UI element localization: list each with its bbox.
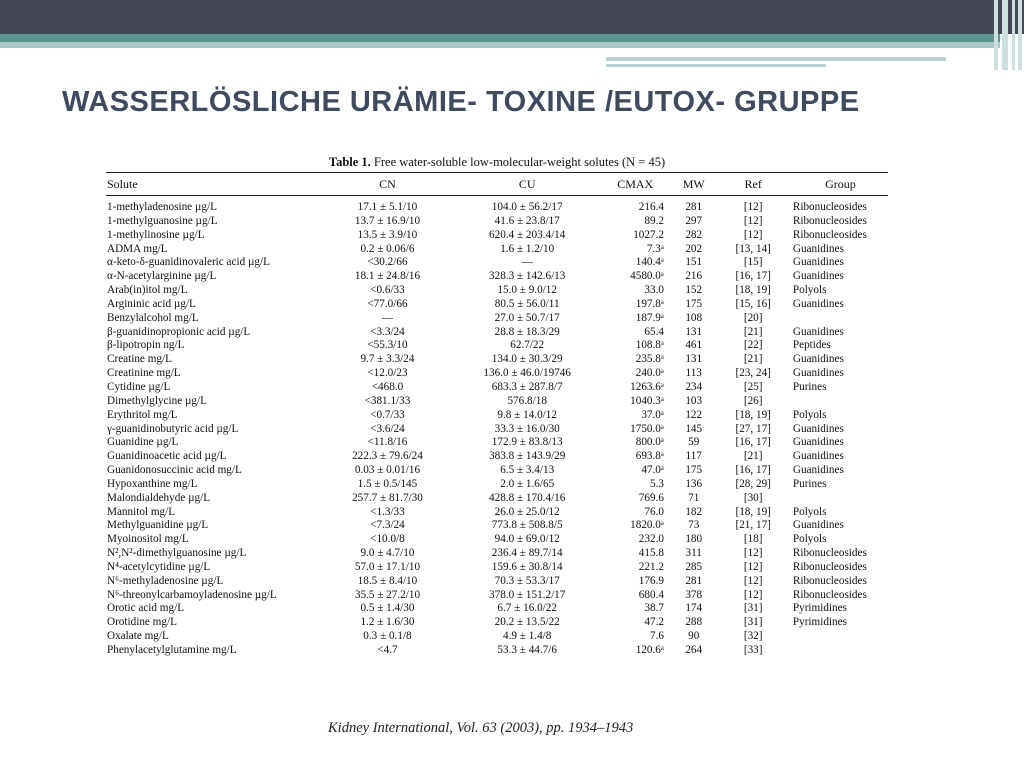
cell-solute: α-keto-δ-guanidinovaleric acid µg/L bbox=[107, 256, 270, 269]
cell-group bbox=[787, 630, 888, 644]
cell-group: Purines bbox=[792, 380, 827, 393]
cell-mw: 285 bbox=[685, 560, 703, 573]
cell-cu: 9.8 ± 14.0/12 bbox=[497, 408, 557, 421]
cell-group: Ribonucleosides bbox=[792, 588, 867, 601]
table-row bbox=[106, 339, 888, 353]
cell-cu: 2.0 ± 1.6/65 bbox=[500, 477, 555, 490]
cell-cn: 17.1 ± 5.1/10 bbox=[357, 201, 418, 213]
cell-cmax: 235.8ᵃ bbox=[635, 353, 664, 366]
cell-cmax: 1027.2 bbox=[633, 228, 664, 241]
cell-cn: 13.7 ± 16.9/10 bbox=[354, 214, 421, 227]
header-ref: Ref bbox=[744, 177, 762, 191]
cell-mw: 131 bbox=[685, 325, 703, 338]
cell-cmax: 37.0ᵃ bbox=[641, 408, 664, 421]
table-row bbox=[106, 547, 888, 561]
cell-cmax: 7.3ᵃ bbox=[646, 242, 664, 255]
cell-mw: 175 bbox=[685, 297, 703, 310]
cell-cu: 136.0 ± 46.0/19746 bbox=[483, 367, 571, 380]
cell-solute: α-N-acetylarginine µg/L bbox=[107, 270, 217, 283]
cell-mw: 461 bbox=[685, 339, 703, 352]
cell-cmax: 120.6ᵃ bbox=[635, 644, 664, 656]
cell-solute: Erythritol mg/L bbox=[107, 408, 178, 421]
accent-stripe-light bbox=[0, 42, 1000, 48]
cell-ref: [18, 19] bbox=[735, 505, 771, 518]
cell-ref: [21] bbox=[743, 353, 763, 366]
cell-cu: 236.4 ± 89.7/14 bbox=[491, 547, 563, 560]
cell-cmax: 33.0 bbox=[644, 284, 664, 297]
header-mw: MW bbox=[682, 177, 705, 191]
cell-ref: [21, 17] bbox=[735, 519, 771, 532]
cell-ref: [26] bbox=[743, 394, 763, 407]
table-row bbox=[106, 519, 888, 533]
cell-solute: Orotidine mg/L bbox=[107, 616, 177, 629]
cell-ref: [16, 17] bbox=[735, 436, 771, 449]
cell-solute: Arab(in)itol mg/L bbox=[107, 284, 188, 297]
cell-cmax: 1040.3ᵃ bbox=[630, 394, 664, 407]
cell-ref: [23, 24] bbox=[735, 367, 771, 380]
cell-cn: — bbox=[381, 311, 394, 324]
cell-solute: Mannitol mg/L bbox=[107, 505, 176, 518]
cell-ref: [15, 16] bbox=[735, 297, 771, 310]
cell-mw: 297 bbox=[685, 214, 703, 227]
cell-solute: Oxalate mg/L bbox=[107, 630, 169, 643]
cell-cmax: 89.2 bbox=[644, 214, 664, 227]
cell-cu: 70.3 ± 53.3/17 bbox=[494, 574, 560, 587]
table-row bbox=[106, 367, 888, 381]
cell-solute: Orotic acid mg/L bbox=[107, 602, 185, 615]
cell-cu: 4.9 ± 1.4/8 bbox=[502, 630, 552, 643]
cell-group: Guanidines bbox=[792, 367, 844, 380]
cell-ref: [12] bbox=[743, 201, 763, 213]
cell-mw: 282 bbox=[685, 228, 703, 241]
cell-mw: 145 bbox=[685, 422, 703, 435]
cell-cn: 18.1 ± 24.8/16 bbox=[354, 270, 421, 283]
cell-cmax: 5.3 bbox=[649, 477, 664, 490]
cell-solute: 1-methylguanosine µg/L bbox=[107, 214, 218, 227]
cell-group: Guanidines bbox=[792, 519, 844, 532]
caption-label: Table 1. bbox=[328, 155, 371, 169]
cell-group: Polyols bbox=[792, 284, 827, 297]
table-row bbox=[106, 478, 888, 492]
cell-solute: Creatine mg/L bbox=[107, 353, 172, 366]
cell-cn: 0.3 ± 0.1/8 bbox=[363, 630, 412, 643]
cell-mw: 113 bbox=[685, 367, 702, 380]
cell-mw: 151 bbox=[685, 256, 703, 269]
table-row bbox=[106, 533, 888, 547]
table-row bbox=[106, 284, 888, 298]
cell-cu: 104.0 ± 56.2/17 bbox=[491, 201, 563, 213]
cell-ref: [12] bbox=[743, 214, 763, 227]
cell-group: Guanidines bbox=[792, 270, 844, 283]
cell-mw: 71 bbox=[688, 491, 700, 504]
cell-cmax: 680.4 bbox=[638, 588, 664, 601]
cell-ref: [32] bbox=[743, 630, 763, 643]
cell-solute: γ-guanidinobutyric acid µg/L bbox=[107, 422, 239, 435]
cell-cn: <0.6/33 bbox=[370, 284, 405, 297]
cell-cu: 41.6 ± 23.8/17 bbox=[494, 214, 560, 227]
table-header bbox=[106, 173, 888, 195]
cell-ref: [21] bbox=[743, 325, 763, 338]
cell-mw: 311 bbox=[685, 547, 702, 560]
cell-ref: [13, 14] bbox=[735, 242, 771, 255]
table-row bbox=[106, 409, 888, 423]
cell-mw: 281 bbox=[685, 574, 703, 587]
cell-cn: <11.8/16 bbox=[367, 436, 408, 449]
cell-ref: [16, 17] bbox=[735, 270, 771, 283]
cell-mw: 73 bbox=[688, 519, 700, 532]
cell-group: Polyols bbox=[792, 408, 827, 421]
cell-cu: 328.3 ± 142.6/13 bbox=[489, 270, 566, 283]
cell-solute: N⁴-acetylcytidine µg/L bbox=[107, 560, 211, 573]
table-row bbox=[106, 326, 888, 340]
decor-vstripe bbox=[1018, 0, 1022, 70]
cell-solute: N²,N²-dimethylguanosine µg/L bbox=[107, 547, 247, 560]
table-row bbox=[106, 561, 888, 575]
cell-cu: 6.7 ± 16.0/22 bbox=[497, 602, 557, 615]
table-row bbox=[106, 229, 888, 243]
cell-ref: [12] bbox=[743, 228, 763, 241]
table-rule-header bbox=[106, 195, 888, 196]
table-row bbox=[106, 616, 888, 630]
cell-cn: <468.0 bbox=[371, 380, 404, 393]
cell-cu: 1.6 ± 1.2/10 bbox=[500, 242, 555, 255]
cell-solute: Creatinine mg/L bbox=[107, 367, 181, 380]
cell-mw: 108 bbox=[685, 311, 703, 324]
cell-cu: 428.8 ± 170.4/16 bbox=[489, 491, 566, 504]
accent-stripe bbox=[0, 34, 1000, 42]
cell-cu: 378.0 ± 151.2/17 bbox=[489, 588, 566, 601]
cell-cu: 94.0 ± 69.0/12 bbox=[494, 533, 560, 546]
cell-cu: 33.3 ± 16.0/30 bbox=[494, 422, 560, 435]
cell-cn: <77.0/66 bbox=[367, 297, 408, 310]
cell-ref: [21] bbox=[743, 450, 763, 463]
cell-ref: [12] bbox=[743, 574, 763, 587]
cell-group: Guanidines bbox=[792, 436, 844, 449]
cell-solute: β-guanidinopropionic acid µg/L bbox=[107, 325, 251, 338]
cell-mw: 264 bbox=[685, 644, 703, 656]
cell-mw: 281 bbox=[685, 201, 703, 213]
cell-mw: 122 bbox=[685, 408, 703, 421]
cell-group: Purines bbox=[792, 477, 827, 490]
cell-cmax: 47.0ᵃ bbox=[641, 464, 664, 477]
decor-line bbox=[606, 57, 946, 61]
cell-mw: 180 bbox=[685, 533, 703, 546]
cell-mw: 174 bbox=[685, 602, 703, 615]
table-row bbox=[106, 353, 888, 367]
cell-mw: 234 bbox=[685, 380, 703, 393]
table-caption bbox=[106, 152, 888, 172]
cell-mw: 103 bbox=[685, 394, 703, 407]
cell-solute: Guanidonosuccinic acid mg/L bbox=[107, 464, 242, 477]
cell-mw: 131 bbox=[685, 353, 703, 366]
cell-mw: 117 bbox=[685, 450, 702, 463]
cell-group: Ribonucleosides bbox=[792, 201, 867, 213]
cell-mw: 136 bbox=[685, 477, 703, 490]
cell-mw: 182 bbox=[685, 505, 703, 518]
cell-ref: [18] bbox=[743, 533, 763, 546]
header-cu: CU bbox=[518, 177, 536, 191]
cell-cu: 15.0 ± 9.0/12 bbox=[497, 284, 557, 297]
cell-mw: 216 bbox=[685, 270, 703, 283]
citation: Kidney International, Vol. 63 (2003), pp. 1934–1943 bbox=[328, 720, 634, 736]
cell-group: Ribonucleosides bbox=[792, 228, 867, 241]
cell-cn: 0.2 ± 0.06/6 bbox=[360, 242, 415, 255]
cell-group: Guanidines bbox=[792, 450, 844, 463]
cell-ref: [31] bbox=[743, 602, 763, 615]
cell-ref: [18, 19] bbox=[735, 408, 771, 421]
cell-cmax: 47.2 bbox=[644, 616, 664, 629]
cell-cu: 172.9 ± 83.8/13 bbox=[491, 436, 563, 449]
cell-cu: 26.0 ± 25.0/12 bbox=[494, 505, 560, 518]
cell-group: Polyols bbox=[792, 533, 827, 546]
cell-group: Guanidines bbox=[792, 464, 844, 477]
cell-solute: Benzylalcohol mg/L bbox=[107, 311, 199, 324]
table-row bbox=[106, 492, 888, 506]
cell-group bbox=[787, 492, 888, 506]
cell-group: Guanidines bbox=[792, 353, 844, 366]
cell-ref: [15] bbox=[743, 256, 763, 269]
cell-group: Ribonucleosides bbox=[792, 560, 867, 573]
cell-cn: 9.0 ± 4.7/10 bbox=[360, 547, 415, 560]
cell-cn: 57.0 ± 17.1/10 bbox=[354, 560, 421, 573]
header-cn: CN bbox=[379, 177, 396, 191]
table-row bbox=[106, 201, 888, 215]
cell-group: Pyrimidines bbox=[792, 616, 847, 629]
table-row bbox=[106, 630, 888, 644]
cell-cn: 13.5 ± 3.9/10 bbox=[357, 228, 418, 241]
cell-cu: 683.3 ± 287.8/7 bbox=[491, 380, 563, 393]
cell-cn: 0.03 ± 0.01/16 bbox=[354, 464, 421, 477]
cell-cu: — bbox=[521, 256, 533, 269]
cell-cn: 257.7 ± 81.7/30 bbox=[352, 491, 423, 504]
cell-ref: [33] bbox=[743, 644, 763, 656]
cell-group: Guanidines bbox=[792, 256, 844, 269]
cell-cmax: 176.9 bbox=[638, 574, 664, 587]
cell-cmax: 1750.0ᵃ bbox=[630, 422, 664, 435]
cell-group: Guanidines bbox=[792, 325, 844, 338]
cell-ref: [12] bbox=[743, 547, 763, 560]
header-group: Group bbox=[825, 177, 856, 191]
cell-cmax: 240.0ᵃ bbox=[635, 367, 664, 380]
cell-cn: 18.5 ± 8.4/10 bbox=[357, 574, 418, 587]
cell-solute: Dimethylglycine µg/L bbox=[107, 394, 207, 407]
cell-cmax: 197.8ᵃ bbox=[635, 297, 664, 310]
cell-solute: Hypoxanthine mg/L bbox=[107, 477, 198, 490]
cell-cn: <3.6/24 bbox=[370, 422, 405, 435]
cell-cu: 134.0 ± 30.3/29 bbox=[491, 353, 563, 366]
table-row bbox=[106, 312, 888, 326]
cell-ref: [25] bbox=[743, 380, 763, 393]
cell-cu: 159.6 ± 30.8/14 bbox=[491, 560, 563, 573]
cell-cn: <0.7/33 bbox=[370, 408, 405, 421]
cell-mw: 59 bbox=[688, 436, 700, 449]
cell-ref: [28, 29] bbox=[735, 477, 771, 490]
cell-cn: <1.3/33 bbox=[370, 505, 405, 518]
cell-solute: Cytidine µg/L bbox=[107, 380, 171, 393]
cell-cmax: 800.0ᵃ bbox=[635, 436, 664, 449]
table-row bbox=[106, 506, 888, 520]
cell-solute: N⁶-methyladenosine µg/L bbox=[107, 574, 224, 587]
cell-cmax: 1263.6ᵃ bbox=[630, 380, 664, 393]
cell-cn: <55.3/10 bbox=[367, 339, 408, 352]
cell-cmax: 7.6 bbox=[649, 630, 664, 643]
cell-group bbox=[787, 312, 888, 326]
cell-cu: 576.8/18 bbox=[507, 394, 547, 407]
cell-cmax: 216.4 bbox=[638, 201, 664, 213]
cell-cn: <10.0/8 bbox=[370, 533, 405, 546]
cell-solute: Argininic acid µg/L bbox=[107, 297, 196, 310]
cell-mw: 378 bbox=[685, 588, 703, 601]
cell-ref: [16, 17] bbox=[735, 464, 771, 477]
cell-group: Ribonucleosides bbox=[792, 574, 867, 587]
table-row bbox=[106, 450, 888, 464]
cell-ref: [20] bbox=[743, 311, 763, 324]
cell-group: Peptides bbox=[792, 339, 831, 352]
data-table bbox=[106, 152, 888, 657]
cell-solute: Methylguanidine µg/L bbox=[107, 519, 209, 532]
cell-cmax: 1820.0ᵃ bbox=[630, 519, 664, 532]
header-bar bbox=[0, 0, 1024, 34]
cell-cu: 53.3 ± 44.7/6 bbox=[497, 644, 557, 656]
table-row bbox=[106, 298, 888, 312]
table-row bbox=[106, 215, 888, 229]
table-row bbox=[106, 589, 888, 603]
cell-cn: <30.2/66 bbox=[367, 256, 408, 269]
table-row bbox=[106, 423, 888, 437]
cell-solute: 1-methylinosine µg/L bbox=[107, 228, 205, 241]
cell-group: Guanidines bbox=[792, 242, 844, 255]
cell-solute: Guanidinoacetic acid µg/L bbox=[107, 450, 227, 463]
cell-cmax: 415.8 bbox=[638, 547, 664, 560]
cell-cn: <381.1/33 bbox=[364, 394, 411, 407]
cell-mw: 175 bbox=[685, 464, 703, 477]
cell-cu: 28.8 ± 18.3/29 bbox=[494, 325, 560, 338]
cell-mw: 90 bbox=[688, 630, 700, 643]
cell-solute: N⁶-threonylcarbamoyladenosine µg/L bbox=[107, 588, 277, 601]
cell-cn: <4.7 bbox=[377, 644, 398, 656]
cell-ref: [27, 17] bbox=[735, 422, 771, 435]
cell-cmax: 38.7 bbox=[644, 602, 664, 615]
cell-solute: Myoinositol mg/L bbox=[107, 533, 189, 546]
cell-cu: 27.0 ± 50.7/17 bbox=[494, 311, 560, 324]
header-solute: Solute bbox=[107, 177, 138, 191]
cell-cu: 773.8 ± 508.8/5 bbox=[491, 519, 563, 532]
cell-solute: Malondialdehyde µg/L bbox=[107, 491, 211, 504]
cell-group: Ribonucleosides bbox=[792, 547, 867, 560]
cell-cmax: 65.4 bbox=[644, 325, 664, 338]
cell-cu: 20.2 ± 13.5/22 bbox=[494, 616, 560, 629]
cell-cn: 9.7 ± 3.3/24 bbox=[360, 353, 415, 366]
table-row bbox=[106, 381, 888, 395]
cell-solute: 1-methyladenosine µg/L bbox=[107, 201, 217, 213]
cell-ref: [31] bbox=[743, 616, 763, 629]
decor-line bbox=[606, 64, 826, 67]
cell-ref: [22] bbox=[743, 339, 763, 352]
cell-cmax: 232.0 bbox=[638, 533, 664, 546]
cell-solute: Phenylacetylglutamine mg/L bbox=[107, 644, 237, 656]
cell-cmax: 769.6 bbox=[638, 491, 664, 504]
header-cmax: CMAX bbox=[617, 177, 654, 191]
cell-cmax: 76.0 bbox=[644, 505, 664, 518]
table-body bbox=[106, 201, 888, 657]
decor-vstripe bbox=[1002, 0, 1008, 70]
decor-vstripe bbox=[1012, 0, 1015, 70]
cell-cmax: 4580.0ᵃ bbox=[630, 270, 664, 283]
table-row bbox=[106, 436, 888, 450]
cell-cn: 35.5 ± 27.2/10 bbox=[354, 588, 421, 601]
table-row bbox=[106, 270, 888, 284]
cell-ref: [12] bbox=[743, 560, 763, 573]
cell-solute: Guanidine µg/L bbox=[107, 436, 179, 449]
cell-cmax: 140.4ᵃ bbox=[635, 256, 664, 269]
cell-ref: [12] bbox=[743, 588, 763, 601]
table-row bbox=[106, 243, 888, 257]
cell-group: Guanidines bbox=[792, 297, 844, 310]
cell-cn: <7.3/24 bbox=[370, 519, 405, 532]
slide-title: WASSERLÖSLICHE URÄMIE- TOXINE /EUTOX- GRUPPE bbox=[62, 86, 860, 118]
caption-text: Free water-soluble low-molecular-weight solutes (N = 45) bbox=[373, 155, 666, 169]
table-row bbox=[106, 602, 888, 616]
cell-group bbox=[787, 395, 888, 409]
table-row bbox=[106, 464, 888, 478]
decor-vstripe bbox=[994, 0, 998, 70]
cell-group: Pyrimidines bbox=[792, 602, 847, 615]
table-row bbox=[106, 644, 888, 657]
cell-cn: 1.2 ± 1.6/30 bbox=[360, 616, 415, 629]
cell-ref: [30] bbox=[743, 491, 763, 504]
cell-cn: 0.5 ± 1.4/30 bbox=[360, 602, 415, 615]
table-row bbox=[106, 395, 888, 409]
cell-cn: 222.3 ± 79.6/24 bbox=[352, 450, 423, 463]
cell-cu: 62.7/22 bbox=[510, 339, 545, 352]
cell-solute: β-lipotropin ng/L bbox=[107, 339, 185, 352]
cell-cmax: 221.2 bbox=[638, 560, 664, 573]
cell-group bbox=[787, 644, 888, 657]
table-row bbox=[106, 575, 888, 589]
cell-cu: 6.5 ± 3.4/13 bbox=[500, 464, 555, 477]
cell-cmax: 108.8ᵃ bbox=[635, 339, 664, 352]
cell-solute: ADMA mg/L bbox=[107, 242, 168, 255]
cell-group: Ribonucleosides bbox=[792, 214, 867, 227]
cell-cu: 620.4 ± 203.4/14 bbox=[489, 228, 566, 241]
cell-cn: <3.3/24 bbox=[370, 325, 405, 338]
cell-mw: 152 bbox=[685, 284, 703, 297]
cell-mw: 202 bbox=[685, 242, 703, 255]
cell-mw: 288 bbox=[685, 616, 703, 629]
cell-cn: <12.0/23 bbox=[367, 367, 408, 380]
cell-cmax: 187.9ᵃ bbox=[635, 311, 664, 324]
table-row bbox=[106, 256, 888, 270]
cell-cn: 1.5 ± 0.5/145 bbox=[357, 477, 418, 490]
cell-cu: 80.5 ± 56.0/11 bbox=[494, 297, 560, 310]
cell-group: Polyols bbox=[792, 505, 827, 518]
cell-group: Guanidines bbox=[792, 422, 844, 435]
cell-cmax: 693.8ᵃ bbox=[635, 450, 664, 463]
cell-ref: [18, 19] bbox=[735, 284, 771, 297]
cell-cu: 383.8 ± 143.9/29 bbox=[489, 450, 566, 463]
